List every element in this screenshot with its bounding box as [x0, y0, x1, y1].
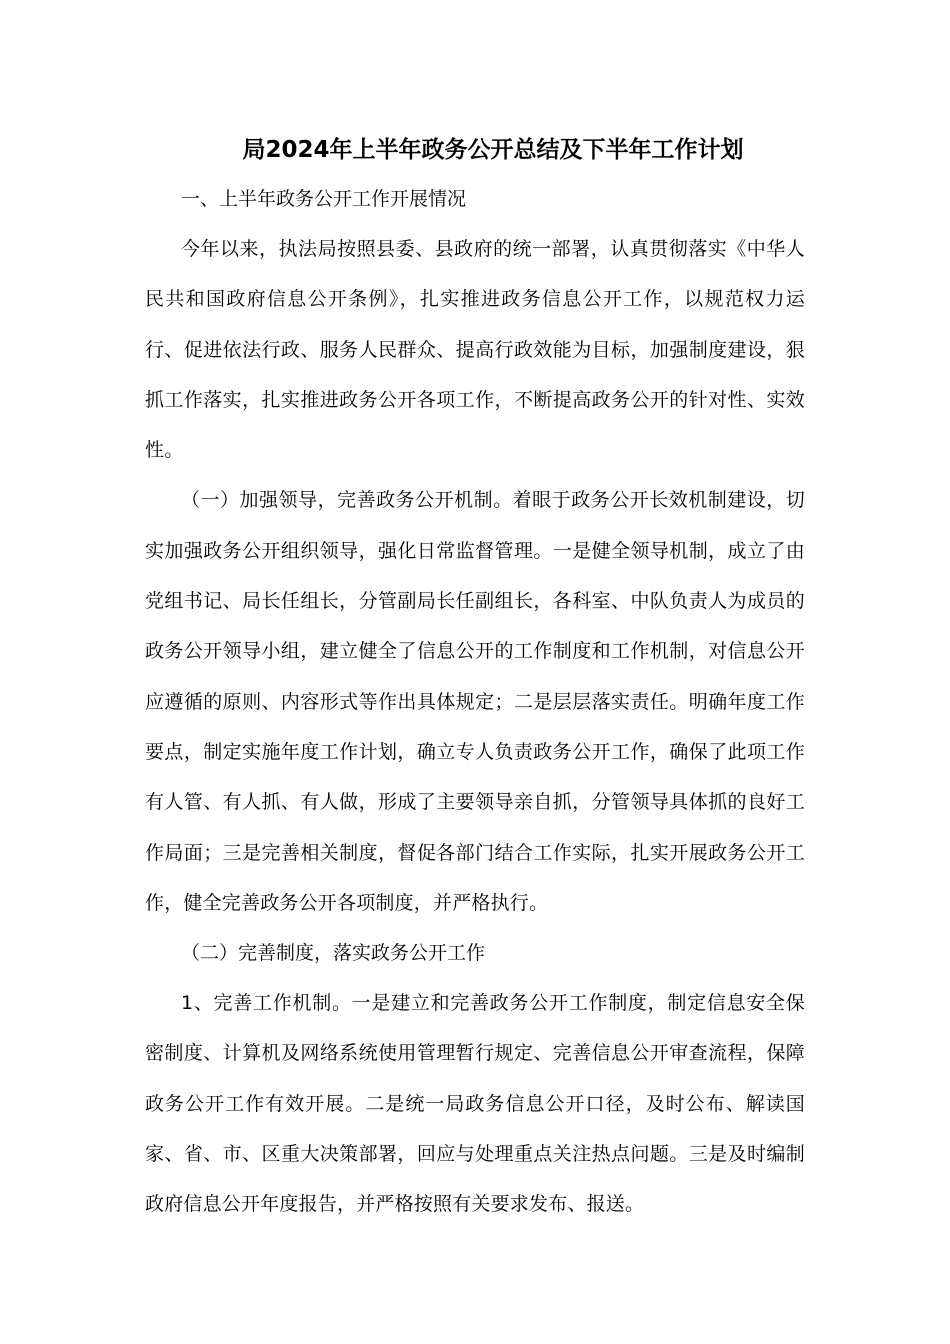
document-body	[145, 130, 805, 1230]
paragraph-intro: 今年以来，执法局按照县委、县政府的统一部署，认真贯彻落实《中华人民共和国政府信息公开条例》，扎实推进政务信息公开工作，以规范权力运行、促进依法行政、服务人民群众、提高行政效能为目标，加强制度建设，狠抓工作落实，扎实推进政务公开各项工作，不断提高政务公开的针对性、实效性。	[145, 238, 805, 462]
section-heading-part-2: （二）完善制度，落实政务公开工作	[181, 942, 486, 965]
paragraph-part-1: （一）加强领导，完善政务公开机制。着眼于政务公开长效机制建设，切实加强政务公开组织领导，强化日常监督管理。一是健全领导机制，成立了由党组书记、局长任组长，分管副局长任副组长，各科室、中队负责人为成员的政务公开领导小组，建立健全了信息公开的工作制度和工作机制，对信息公开应遵循的原则、内容形式等作出具体规定；二是层层落实责任。明确年度工作要点，制定实施年度工作计划，确立专人负责政务公开工作，确保了此项工作有人管、有人抓、有人做，形成了主要领导亲自抓，分管领导具体抓的良好工作局面；三是完善相关制度，督促各部门结合工作实际，扎实开展政务公开工作，健全完善政务公开各项制度，并严格执行。	[145, 489, 805, 914]
section-heading-1: 一、上半年政务公开工作开展情况	[181, 188, 467, 210]
document-title: 局2024年上半年政务公开总结及下半年工作计划	[242, 137, 744, 163]
paragraph-item-1: 1、完善工作机制。一是建立和完善政务公开工作制度，制定信息安全保密制度、计算机及网络系统使用管理暂行规定、完善信息公开审查流程，保障政务公开工作有效开展。二是统一局政务信息公开口径，及时公布、解读国家、省、市、区重大决策部署，回应与处理重点关注热点问题。三是及时编制政府信息公开年度报告，并严格按照有关要求发布、报送。	[145, 992, 805, 1216]
